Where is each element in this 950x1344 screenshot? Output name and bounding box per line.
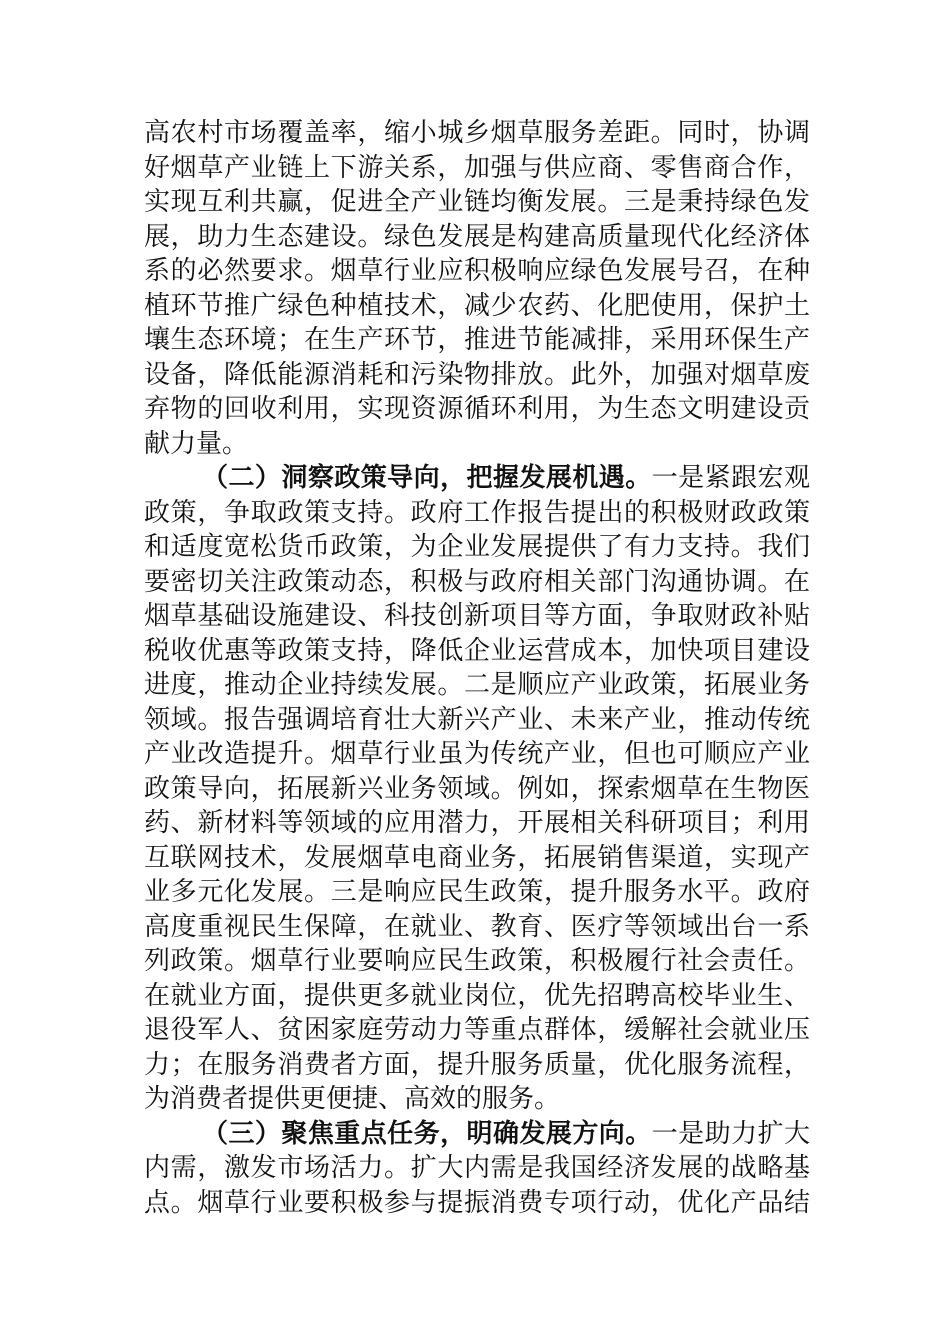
document-body [144,116,810,1220]
text-line: 和适度宽松货币政策，为企业发展提供了有力支持。我们 [144,532,810,562]
paragraph-3 [144,1117,810,1221]
text-line: 列政策。烟草行业要响应民生政策，积极履行社会责任。 [144,946,810,976]
text-span: 一是助力扩大 [651,1118,810,1149]
text-line: 要密切关注政策动态，积极与政府相关部门沟通协调。在 [144,566,810,597]
text-line: 烟草基础设施建设、科技创新项目等方面，争取财政补贴 [144,601,810,631]
text-line: 实现互利共赢，促进全产业链均衡发展。三是秉持绿色发 [144,187,810,217]
text-line: 力；在服务消费者方面，提升服务质量，优化服务流程， [144,1049,810,1080]
text-span: 一是紧跟宏观 [651,463,810,493]
text-line: 税收优惠等政策支持，降低企业运营成本，加快项目建设 [144,635,810,666]
text-line: 壤生态环境；在生产环节，推进节能减排，采用环保生产 [144,325,810,355]
text-line: 业多元化发展。三是响应民生政策，提升服务水平。政府 [144,877,810,907]
text-line: 退役军人、贫困家庭劳动力等重点群体，缓解社会就业压 [144,1015,810,1045]
paragraph-2 [144,461,810,1117]
text-line: 展，助力生态建设。绿色发展是构建高质量现代化经济体 [144,221,810,252]
text-line: 为消费者提供更便捷、高效的服务。 [144,1084,561,1114]
text-line: 产业改造提升。烟草行业虽为传统产业，但也可顺应产业 [144,739,810,769]
text-line: 政策导向，拓展新兴业务领域。例如，探索烟草在生物医 [144,773,810,804]
text-line: 点。烟草行业要积极参与提振消费专项行动，优化产品结 [144,1187,810,1218]
paragraph-first-line [144,1117,810,1152]
text-line: 系的必然要求。烟草行业应积极响应绿色发展号召，在种 [144,256,810,286]
text-line: 在就业方面，提供更多就业岗位，优先招聘高校毕业生、 [144,980,810,1011]
text-line: 高农村市场覆盖率，缩小城乡烟草服务差距。同时，协调 [144,118,810,148]
text-line: 设备，降低能源消耗和污染物排放。此外，加强对烟草废 [144,359,810,390]
paragraph-first-line [144,461,810,496]
section-heading: （三）聚焦重点任务，明确发展方向。 [202,1118,652,1149]
text-line: 弃物的回收利用，实现资源循环利用，为生态文明建设贡 [144,394,810,424]
text-line: 内需，激发市场活力。扩大内需是我国经济发展的战略基 [144,1153,810,1183]
text-line: 领域。报告强调培育壮大新兴产业、未来产业，推动传统 [144,704,810,735]
text-line: 献力量。 [144,428,249,459]
text-line: 互联网技术，发展烟草电商业务，拓展销售渠道，实现产 [144,842,810,873]
text-line: 药、新材料等领域的应用潜力，开展相关科研项目；利用 [144,808,810,838]
paragraph-1 [144,116,810,461]
text-line: 好烟草产业链上下游关系，加强与供应商、零售商合作， [144,152,810,183]
text-line: 政策，争取政策支持。政府工作报告提出的积极财政政策 [144,497,810,528]
section-heading: （二）洞察政策导向，把握发展机遇。 [202,463,652,493]
text-line: 高度重视民生保障，在就业、教育、医疗等领域出台一系 [144,911,810,942]
text-line: 进度，推动企业持续发展。二是顺应产业政策，拓展业务 [144,670,810,700]
text-line: 植环节推广绿色种植技术，减少农药、化肥使用，保护土 [144,290,810,321]
